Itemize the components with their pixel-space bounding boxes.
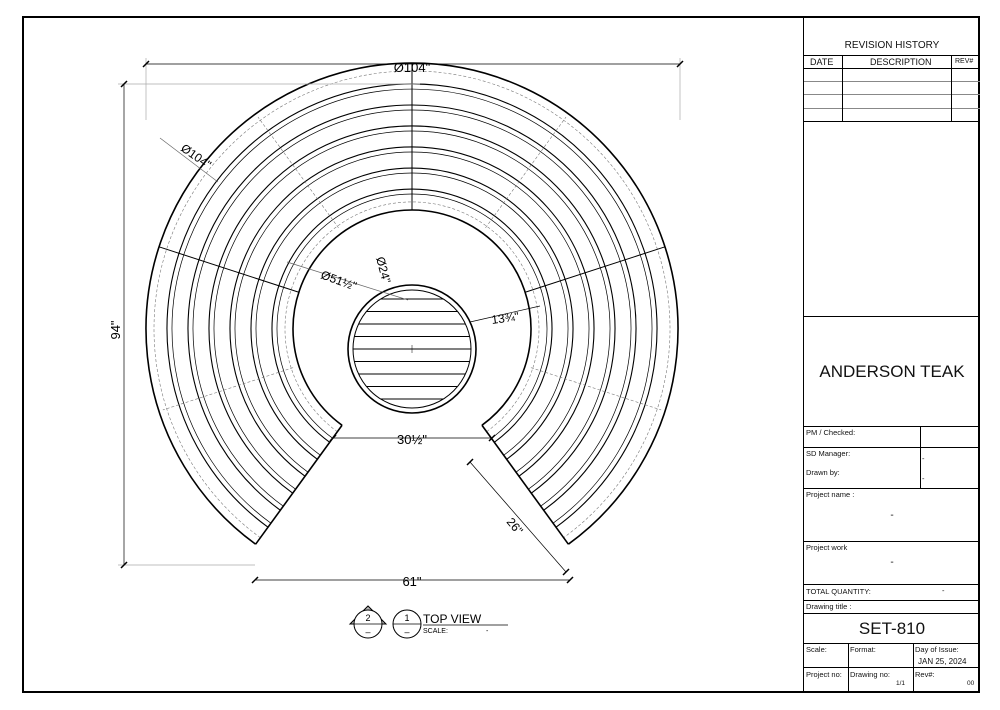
- project-work-value: -: [890, 557, 894, 568]
- frame-radial: [163, 368, 293, 410]
- drawing-no-value: 1/1: [896, 680, 906, 687]
- frame-radial: [485, 117, 566, 228]
- frame-radial: [531, 368, 661, 410]
- project-work-label: Project work: [806, 543, 848, 552]
- total-quantity-label: TOTAL QUANTITY:: [806, 587, 871, 596]
- drawn-by-value: -: [922, 474, 925, 483]
- project-name-value: -: [890, 510, 894, 521]
- project-name-label: Project name :: [806, 490, 855, 499]
- dim-top-label: Ø104": [393, 60, 431, 75]
- slat-arc: [251, 168, 573, 459]
- rev-header-rev: REV#: [955, 58, 974, 65]
- view-title: TOP VIEW: [423, 612, 482, 626]
- day-of-issue-label: Day of Issue:: [915, 645, 959, 654]
- frame-radial: [258, 117, 339, 228]
- drawn-by-label: Drawn by:: [806, 468, 840, 477]
- rev-value: 00: [967, 680, 975, 687]
- dim-gap-label: 13¾": [490, 309, 520, 327]
- drawing-no-label: Drawing no:: [850, 670, 891, 679]
- dim-seat-depth-line: [470, 462, 566, 572]
- drawing-title: SET-810: [858, 619, 926, 638]
- dim-table-label: Ø24": [373, 255, 394, 285]
- dim-bottom-label: 61": [402, 574, 422, 589]
- module-seams: [159, 63, 665, 544]
- company-name: ANDERSON TEAK: [819, 362, 965, 381]
- view-callout: [350, 606, 508, 638]
- view-scale-label: SCALE:: [423, 628, 448, 635]
- pm-checked-label: PM / Checked:: [806, 428, 856, 437]
- dim-height-label: 94": [108, 320, 123, 340]
- sd-manager-value: -: [922, 454, 925, 463]
- title-block: [803, 16, 980, 693]
- rev-header-description: DESCRIPTION: [870, 57, 932, 67]
- rev-header-date: DATE: [810, 57, 834, 67]
- dim-inner-label: Ø51½": [318, 267, 359, 294]
- day-of-issue-value: JAN 25, 2024: [918, 657, 967, 666]
- marker-bottom-number: –: [365, 627, 371, 637]
- dim-radius-label: Ø104": [178, 140, 214, 172]
- dim-opening-label: 30½": [397, 432, 427, 447]
- marker-top-number: 2: [365, 613, 371, 623]
- total-quantity-value: -: [942, 586, 945, 595]
- view-scale-value: -: [486, 628, 489, 635]
- sheet-top-number: 1: [404, 613, 410, 623]
- project-no-label: Project no:: [806, 670, 842, 679]
- scale-label: Scale:: [806, 645, 827, 654]
- drawing-title-label: Drawing title :: [806, 602, 852, 611]
- sheet-bottom-number: –: [404, 627, 410, 637]
- revision-history-title: REVISION HISTORY: [844, 40, 940, 51]
- center-table: [348, 285, 476, 413]
- format-label: Format:: [850, 645, 876, 654]
- sd-manager-label: SD Manager:: [806, 449, 851, 458]
- dim-seat-depth-label: 26": [503, 514, 526, 538]
- rev-label: Rev#:: [915, 670, 935, 679]
